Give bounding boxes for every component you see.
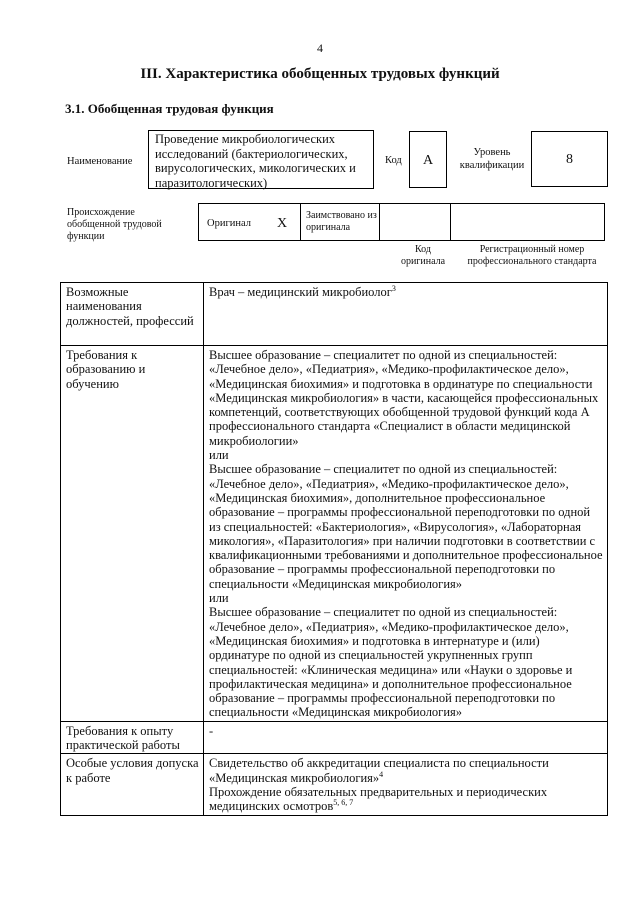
original-code-cell bbox=[379, 203, 451, 241]
accreditation-line: Свидетельство об аккредитации специалиста по специальности «Медицинская микробиология» bbox=[209, 756, 549, 785]
footnote-ref: 3 bbox=[391, 283, 396, 293]
page-number: 4 bbox=[317, 41, 323, 55]
education-or: или bbox=[209, 591, 229, 606]
original-code-caption: Код оригинала bbox=[400, 244, 446, 267]
row-label: Особые условия допуска к работе bbox=[61, 754, 204, 815]
footnote-ref: 4 bbox=[379, 769, 384, 779]
origin-label: Происхождение обобщенной трудовой функции bbox=[67, 207, 162, 242]
row-value bbox=[204, 346, 608, 722]
education-paragraph: Высшее образование – специалитет по одной из специальностей: «Лечебное дело», «Педиатрия», «Медико-профилактическое дело», «Медицинская биохимия» и подготовка в интернатуре и (или) ординатуре по одной из специальностей укрупненных групп специальностей: «Клиническая медицина» или «Науки о здоровье и профилактическая медицина» и дополнительное профессиональное образование – программы профессиональной переподготовки по специальности «Медицинская микробиология» bbox=[209, 605, 573, 720]
name-label: Наименование bbox=[67, 156, 133, 167]
accreditation-text bbox=[209, 756, 603, 785]
original-check-mark: X bbox=[277, 216, 288, 231]
positions-text: Врач – медицинский микробиолог bbox=[209, 285, 392, 299]
qualification-level-label: Уровень квалификации bbox=[459, 147, 525, 171]
row-label: Возможные наименования должностей, профессий bbox=[61, 283, 204, 346]
table-row bbox=[61, 754, 608, 815]
original-label: Оригинал bbox=[207, 218, 251, 229]
origin-row bbox=[199, 203, 605, 241]
row-label: Требования к опыту практической работы bbox=[61, 721, 204, 754]
medical-exam-text bbox=[209, 785, 603, 814]
registration-number-caption: Регистрационный номер профессионального стандарта bbox=[467, 244, 597, 267]
table-row bbox=[61, 283, 608, 346]
footnote-ref: 5, 6, 7 bbox=[333, 798, 354, 808]
table-row bbox=[61, 721, 608, 754]
function-details-table bbox=[60, 282, 608, 816]
medical-exam-line: Прохождение обязательных предварительных и периодических медицинских осмотров bbox=[209, 784, 548, 814]
row-value bbox=[204, 283, 608, 346]
function-name-box: Проведение микробиологических исследований (бактериологических, вирусологических, микологических и паразитологических) bbox=[148, 130, 374, 189]
row-value bbox=[204, 754, 608, 815]
table-row bbox=[61, 346, 608, 722]
education-paragraph: Высшее образование – специалитет по одной из специальностей: «Лечебное дело», «Педиатрия», «Медико-профилактическое дело», «Медицинская биохимия», дополнительное профессиональное образование – программы профессиональной переподготовки по одной из специальностей: «Бактериология», «Вирусология», «Лабораторная микология», «Паразитология» при наличии подготовки в соответствии с квалификационными требованиями и дополнительное профессиональное образование – программы профессиональной переподготовки по специальности «Медицинская микробиология» bbox=[209, 462, 603, 591]
code-value-box: А bbox=[409, 131, 447, 188]
education-paragraph: Высшее образование – специалитет по одной из специальностей: «Лечебное дело», «Педиатрия», «Медико-профилактическое дело», «Медицинская биохимия» и подготовка в ординатуре по специальности «Медицинская микробиология» в части, касающейся профессиональных компетенций, соответствующих обобщенной трудовой функций кода А профессионального стандарта «Специалист в области медицинской микробиологии» bbox=[209, 348, 599, 448]
row-value: - bbox=[204, 721, 608, 754]
borrowed-label: Заимствовано из оригинала bbox=[300, 203, 380, 241]
qualification-level-box: 8 bbox=[531, 131, 608, 187]
registration-number-cell bbox=[450, 203, 605, 241]
subsection-title: 3.1. Обобщенная трудовая функция bbox=[65, 101, 274, 116]
education-or: или bbox=[209, 448, 229, 463]
row-label: Требования к образованию и обучению bbox=[61, 346, 204, 722]
origin-original-cell bbox=[198, 203, 301, 241]
code-label: Код bbox=[385, 155, 402, 166]
section-title: III. Характеристика обобщенных трудовых функций bbox=[140, 66, 500, 82]
